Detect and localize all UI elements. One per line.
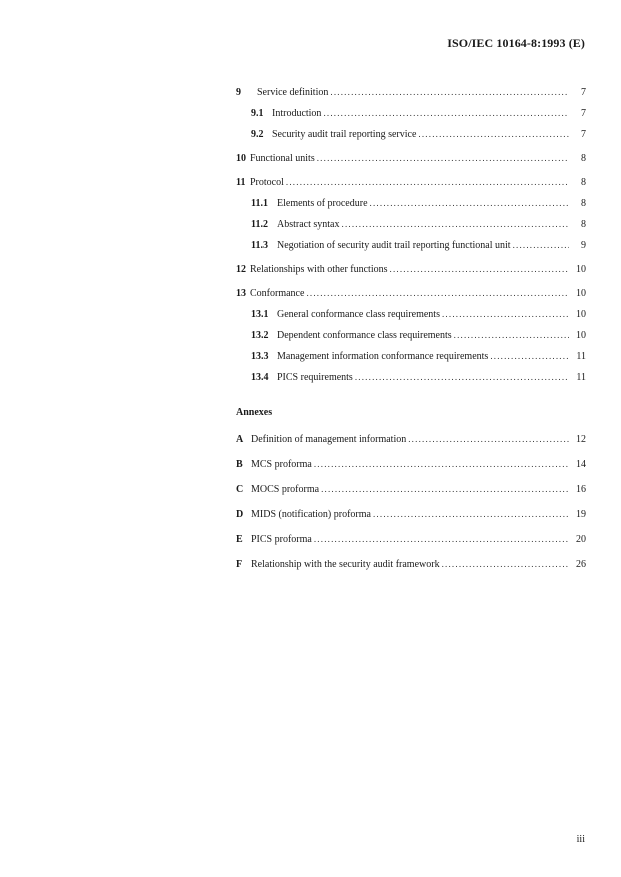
annex-letter: A (236, 434, 244, 445)
dot-leader (373, 502, 569, 527)
toc-page: 8 (581, 198, 586, 209)
dot-leader (321, 477, 569, 502)
toc-number: 11 (236, 177, 246, 188)
toc-number: 9.2 (251, 129, 264, 140)
annex-entry-b[interactable] (236, 452, 586, 477)
toc-page: 10 (576, 288, 586, 299)
annex-letter: E (236, 534, 243, 545)
toc-title: Service definition (257, 87, 329, 98)
annex-entry-e[interactable] (236, 527, 586, 552)
annex-entry-a[interactable] (236, 427, 586, 452)
dot-leader (314, 527, 569, 552)
annex-page: 26 (576, 559, 586, 570)
dot-leader (490, 346, 569, 367)
toc-number: 11.2 (251, 219, 268, 230)
dot-leader (418, 124, 569, 145)
annex-entry-f[interactable] (236, 552, 586, 577)
toc-title: Functional units (250, 153, 315, 164)
dot-leader (442, 304, 569, 325)
toc-title: Introduction (272, 108, 322, 119)
toc-page: 9 (581, 240, 586, 251)
toc-number: 13 (236, 288, 246, 299)
toc-entry-13-4[interactable] (236, 367, 586, 388)
dot-leader (314, 452, 569, 477)
toc-page: 10 (576, 309, 586, 320)
document-header: ISO/IEC 10164-8:1993 (E) (447, 36, 585, 50)
toc-title: Management information conformance requirements (277, 351, 489, 362)
toc-number: 11.3 (251, 240, 268, 251)
toc-title: Elements of procedure (277, 198, 368, 209)
dot-leader (513, 235, 569, 256)
toc-entry-13[interactable] (236, 283, 586, 304)
toc-page: 10 (576, 264, 586, 275)
annex-entry-c[interactable] (236, 477, 586, 502)
toc-title: Conformance (250, 288, 305, 299)
toc-entry-12[interactable] (236, 259, 586, 280)
toc-entry-13-2[interactable] (236, 325, 586, 346)
toc-page: 8 (581, 177, 586, 188)
toc-title: General conformance class requirements (277, 309, 440, 320)
dot-leader (286, 172, 569, 193)
toc-number: 9 (236, 87, 241, 98)
annexes-heading: Annexes (236, 407, 273, 418)
toc-number: 13.3 (251, 351, 269, 362)
annex-title: MCS proforma (251, 459, 312, 470)
annex-page: 16 (576, 484, 586, 495)
table-of-contents (236, 82, 586, 577)
toc-entry-11-2[interactable] (236, 214, 586, 235)
toc-title: Dependent conformance class requirements (277, 330, 452, 341)
toc-page: 11 (576, 372, 586, 383)
toc-page: 7 (581, 108, 586, 119)
annex-page: 14 (576, 459, 586, 470)
toc-title: Protocol (250, 177, 284, 188)
annex-letter: C (236, 484, 244, 495)
annex-page: 12 (576, 434, 586, 445)
annex-title: MIDS (notification) proforma (251, 509, 371, 520)
toc-page: 7 (581, 129, 586, 140)
dot-leader (330, 82, 569, 103)
toc-entry-13-1[interactable] (236, 304, 586, 325)
toc-page: 11 (576, 351, 586, 362)
toc-number: 11.1 (251, 198, 268, 209)
toc-number: 9.1 (251, 108, 264, 119)
toc-entry-9-2[interactable] (236, 124, 586, 145)
dot-leader (342, 214, 570, 235)
annex-letter: D (236, 509, 244, 520)
dot-leader (317, 148, 569, 169)
toc-entry-11-3[interactable] (236, 235, 586, 256)
toc-entry-10[interactable] (236, 148, 586, 169)
toc-number: 13.4 (251, 372, 269, 383)
annex-title: PICS proforma (251, 534, 312, 545)
toc-entry-11[interactable] (236, 172, 586, 193)
dot-leader (390, 259, 570, 280)
annex-page: 19 (576, 509, 586, 520)
page-number: iii (576, 834, 585, 845)
annex-title: Relationship with the security audit framework (251, 559, 440, 570)
toc-title: Abstract syntax (277, 219, 340, 230)
toc-title: Relationships with other functions (250, 264, 388, 275)
dot-leader (323, 103, 569, 124)
annex-title: MOCS proforma (251, 484, 320, 495)
toc-number: 13.2 (251, 330, 269, 341)
toc-page: 8 (581, 219, 586, 230)
annex-entry-d[interactable] (236, 502, 586, 527)
toc-number: 10 (236, 153, 246, 164)
toc-entry-9[interactable] (236, 82, 586, 103)
dot-leader (355, 367, 569, 388)
annex-letter: F (236, 559, 243, 570)
dot-leader (370, 193, 569, 214)
toc-title: Security audit trail reporting service (272, 129, 417, 140)
toc-page: 10 (576, 330, 586, 341)
toc-entry-13-3[interactable] (236, 346, 586, 367)
toc-title: Negotiation of security audit trail reporting functional unit (277, 240, 511, 251)
toc-number: 13.1 (251, 309, 269, 320)
dot-leader (454, 325, 569, 346)
annex-letter: B (236, 459, 243, 470)
dot-leader (442, 552, 569, 577)
toc-page: 7 (581, 87, 586, 98)
toc-page: 8 (581, 153, 586, 164)
toc-number: 12 (236, 264, 246, 275)
toc-entry-11-1[interactable] (236, 193, 586, 214)
annex-page: 20 (576, 534, 586, 545)
dot-leader (306, 283, 569, 304)
toc-entry-9-1[interactable] (236, 103, 586, 124)
dot-leader (408, 427, 569, 452)
annex-title: Definition of management information (251, 434, 407, 445)
toc-title: PICS requirements (277, 372, 353, 383)
